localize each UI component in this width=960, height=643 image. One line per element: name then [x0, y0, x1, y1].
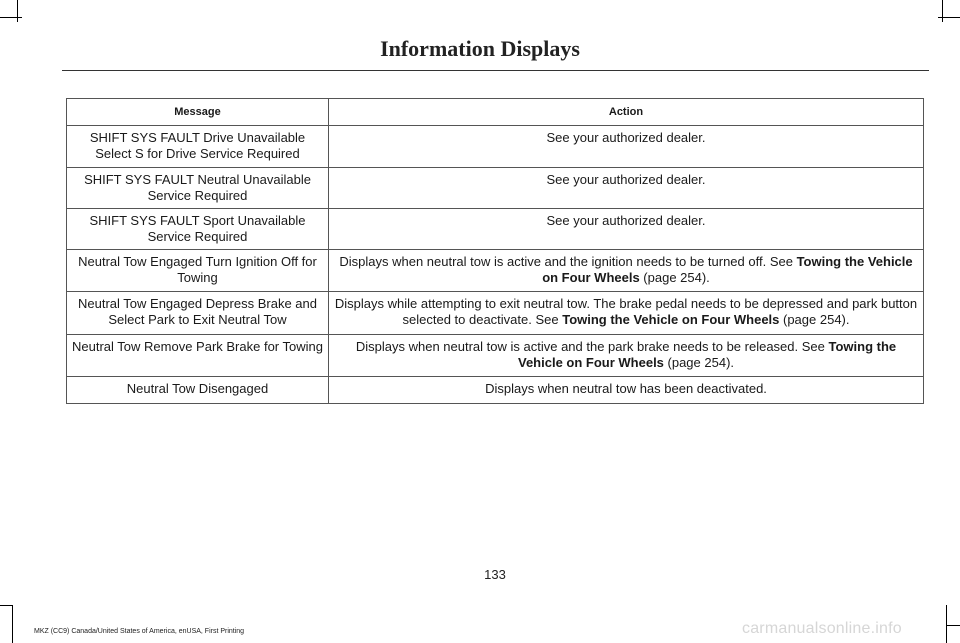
crop-mark: [946, 625, 960, 626]
table-row: [67, 292, 924, 335]
action-text: See your authorized dealer.: [546, 130, 706, 145]
table-row: [67, 126, 924, 168]
action-cell: [329, 335, 924, 377]
action-cell: [329, 168, 924, 209]
crop-mark: [0, 605, 12, 606]
action-text: Displays when neutral tow is active and the ignition needs to be turned off. See: [339, 254, 797, 269]
crop-mark: [12, 605, 13, 643]
crop-mark: [0, 17, 22, 18]
message-cell: SHIFT SYS FAULT Sport Unavailable Service Required: [67, 209, 329, 250]
action-cell: [329, 250, 924, 292]
header-message: Message: [67, 99, 329, 126]
action-text: See your authorized dealer.: [546, 172, 706, 187]
header-action: Action: [329, 99, 924, 126]
message-cell: Neutral Tow Engaged Turn Ignition Off for Towing: [67, 250, 329, 292]
cross-reference-link[interactable]: Towing the Vehicle on Four Wheels: [517, 339, 897, 370]
watermark: carmanualsonline.info: [742, 620, 902, 637]
footer-text: MKZ (CC9) Canada/United States of America, enUSA, First Printing: [34, 628, 245, 635]
message-cell: Neutral Tow Disengaged: [67, 377, 329, 404]
action-cell: [329, 126, 924, 168]
action-text: (page 254).: [639, 270, 710, 285]
action-text: (page 254).: [779, 312, 850, 327]
cross-reference-link[interactable]: Towing the Vehicle on Four Wheels: [542, 254, 913, 285]
action-text: Displays when neutral tow has been deactivated.: [485, 381, 767, 396]
title-rule: [62, 70, 929, 71]
table-row: [67, 335, 924, 377]
table-row: [67, 168, 924, 209]
page-number: 133: [484, 567, 506, 582]
message-cell: Neutral Tow Remove Park Brake for Towing: [67, 335, 329, 377]
table-row: [67, 209, 924, 250]
message-cell: SHIFT SYS FAULT Neutral Unavailable Service Required: [67, 168, 329, 209]
table-header-row: [67, 99, 924, 126]
table-row: [67, 377, 924, 404]
crop-mark: [942, 0, 943, 22]
action-text: (page 254).: [663, 355, 735, 370]
action-cell: [329, 292, 924, 335]
message-cell: Neutral Tow Engaged Depress Brake and Select Park to Exit Neutral Tow: [67, 292, 329, 335]
crop-mark: [17, 0, 18, 22]
crop-mark: [946, 605, 947, 643]
action-cell: [329, 209, 924, 250]
action-cell: [329, 377, 924, 404]
action-text: Displays while attempting to exit neutral tow. The brake pedal needs to be depressed and park button selected to deactivate. See: [334, 296, 918, 327]
action-text: See your authorized dealer.: [546, 213, 706, 228]
table-row: [67, 250, 924, 292]
message-table: [66, 98, 924, 404]
message-cell: SHIFT SYS FAULT Drive Unavailable Select S for Drive Service Required: [67, 126, 329, 168]
action-text: Displays when neutral tow is active and the park brake needs to be released. See: [355, 339, 829, 354]
page-title: Information Displays: [380, 36, 580, 61]
cross-reference-link[interactable]: Towing the Vehicle on Four Wheels: [562, 312, 780, 327]
